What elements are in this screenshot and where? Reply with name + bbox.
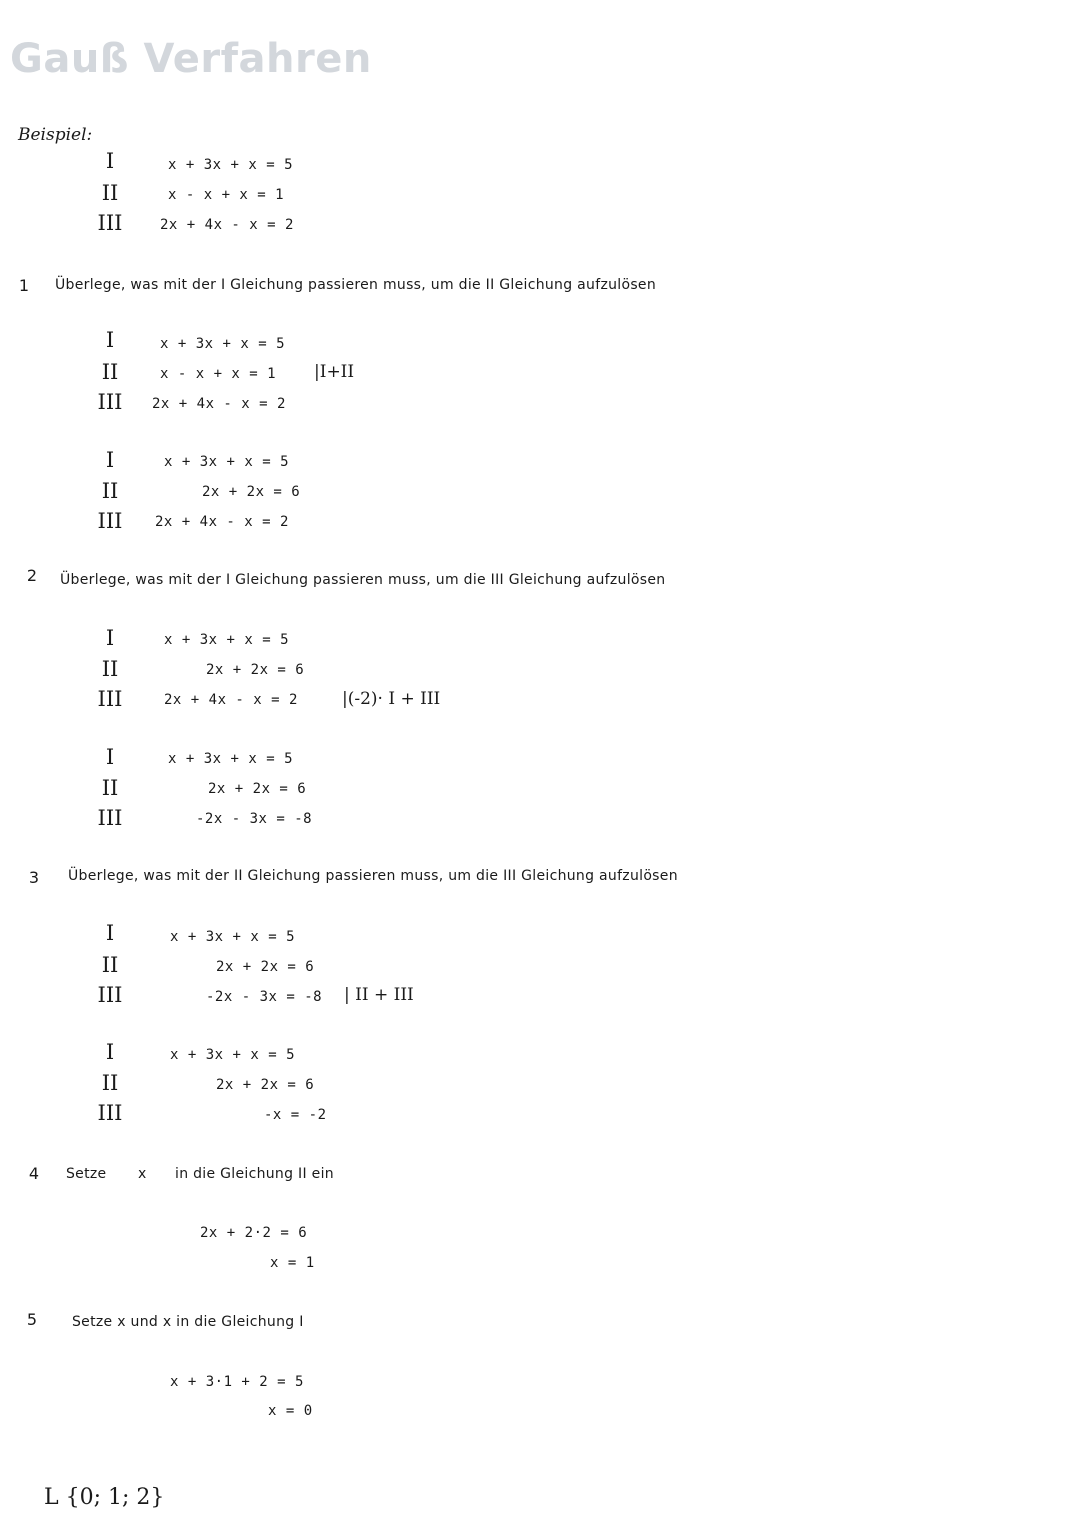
equation: x + 3·1 + 2 = 5 <box>170 1374 304 1390</box>
step-instruction: Überlege, was mit der II Gleichung passieren muss, um die III Gleichung aufzulösen <box>68 868 678 884</box>
row-operation: |(-2)· I + III <box>342 689 441 709</box>
equation: -x = -2 <box>264 1107 327 1123</box>
equation: 2x + 4x - x = 2 <box>155 514 289 530</box>
equation: x - x + x = 1 <box>160 366 277 382</box>
step-instruction: Überlege, was mit der I Gleichung passieren muss, um die II Gleichung aufzulösen <box>55 277 657 293</box>
roman-numeral: II <box>101 181 119 205</box>
step-number: 4 <box>28 1164 40 1183</box>
step-number: 1 <box>18 276 30 295</box>
equation: x + 3x + x = 5 <box>164 454 290 470</box>
step-instruction: Überlege, was mit der I Gleichung passieren muss, um die III Gleichung aufzulösen <box>60 572 666 588</box>
step-instruction: Setze x und x in die Gleichung I <box>72 1314 304 1330</box>
roman-numeral: I <box>105 745 115 769</box>
roman-numeral: II <box>101 776 119 800</box>
roman-numeral: I <box>105 448 115 472</box>
page-title: Gauß Verfahren <box>10 36 372 82</box>
equation: 2x + 2·2 = 6 <box>200 1225 308 1241</box>
roman-numeral: II <box>101 360 119 384</box>
roman-numeral: III <box>97 687 123 711</box>
row-operation: |I+II <box>314 362 355 382</box>
equation: 2x + 2x = 6 <box>208 781 307 797</box>
roman-numeral: II <box>101 953 119 977</box>
roman-numeral: III <box>97 509 123 533</box>
step-number: 2 <box>26 566 38 585</box>
roman-numeral: I <box>105 1040 115 1064</box>
equation: 2x + 4x - x = 2 <box>160 217 294 233</box>
roman-numeral: III <box>97 390 123 414</box>
equation: x + 3x + x = 5 <box>170 1047 296 1063</box>
roman-numeral: I <box>105 328 115 352</box>
equation: x + 3x + x = 5 <box>160 336 286 352</box>
step-number: 5 <box>26 1310 38 1329</box>
equation: x - x + x = 1 <box>168 187 285 203</box>
roman-numeral: III <box>97 806 123 830</box>
equation: 2x + 4x - x = 2 <box>164 692 298 708</box>
variable-x: x <box>138 1166 147 1182</box>
roman-numeral: II <box>101 1071 119 1095</box>
roman-numeral: II <box>101 479 119 503</box>
equation: x + 3x + x = 5 <box>164 632 290 648</box>
step-instruction: Setze <box>66 1166 107 1182</box>
row-operation: | II + III <box>344 985 414 1005</box>
equation: 2x + 2x = 6 <box>216 959 315 975</box>
equation: 2x + 2x = 6 <box>216 1077 315 1093</box>
roman-numeral: III <box>97 211 123 235</box>
equation: x = 1 <box>270 1255 315 1271</box>
equation: 2x + 2x = 6 <box>202 484 301 500</box>
step-instruction: in die Gleichung II ein <box>175 1166 334 1182</box>
equation: x + 3x + x = 5 <box>170 929 296 945</box>
equation: 2x + 4x - x = 2 <box>152 396 286 412</box>
equation: -2x - 3x = -8 <box>206 989 323 1005</box>
roman-numeral: I <box>105 921 115 945</box>
roman-numeral: I <box>105 149 115 173</box>
equation: x = 0 <box>268 1403 313 1419</box>
roman-numeral: III <box>97 1101 123 1125</box>
roman-numeral: I <box>105 626 115 650</box>
roman-numeral: III <box>97 983 123 1007</box>
equation: -2x - 3x = -8 <box>196 811 313 827</box>
solution-set: L {0; 1; 2} <box>44 1485 165 1510</box>
equation: x + 3x + x = 5 <box>168 751 294 767</box>
roman-numeral: II <box>101 657 119 681</box>
example-label: Beispiel: <box>18 125 93 145</box>
step-number: 3 <box>28 868 40 887</box>
equation: 2x + 2x = 6 <box>206 662 305 678</box>
equation: x + 3x + x = 5 <box>168 157 294 173</box>
